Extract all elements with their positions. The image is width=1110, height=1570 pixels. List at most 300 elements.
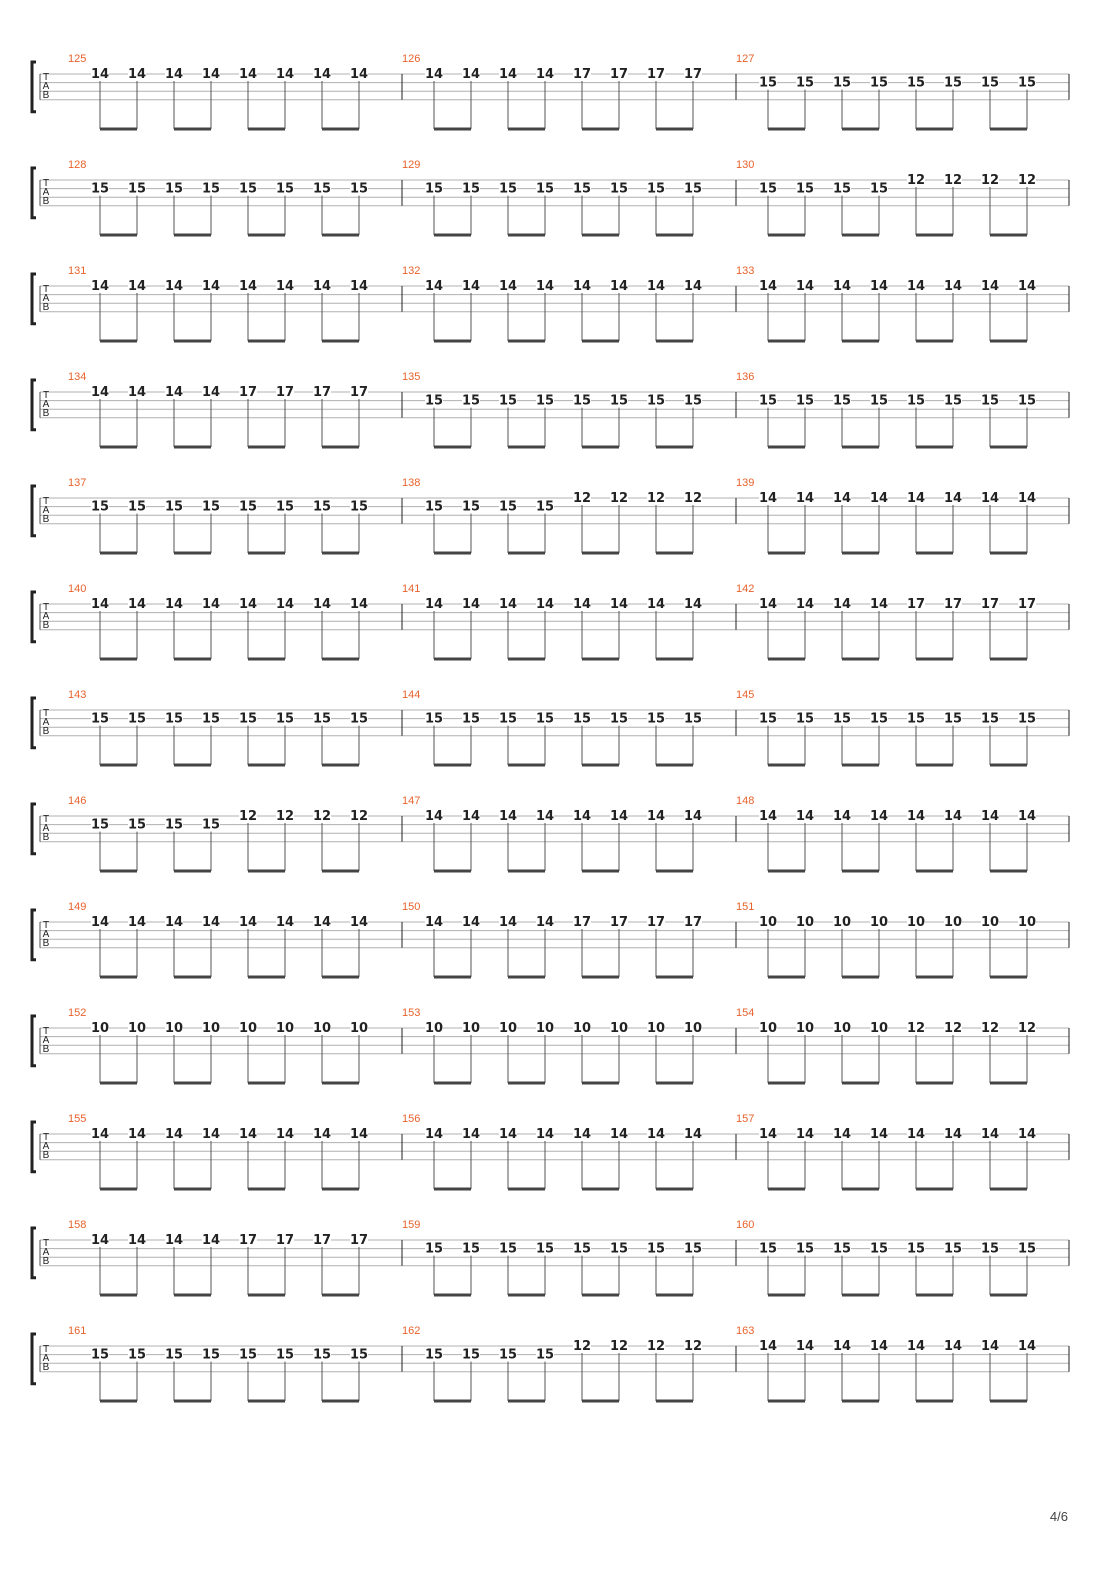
- fret-number: 14: [832, 279, 852, 294]
- fret-number: 15: [164, 499, 184, 515]
- measure-number: 154: [736, 1007, 755, 1019]
- measure-number: 138: [402, 477, 421, 489]
- fret-number: 15: [1017, 1241, 1037, 1257]
- fret-number: 10: [906, 915, 926, 930]
- fret-number: 15: [275, 499, 295, 515]
- fret-number: 15: [312, 499, 332, 515]
- tab-system: [32, 371, 1069, 447]
- measure-number: 153: [402, 1007, 421, 1019]
- fret-number: 15: [609, 1241, 629, 1257]
- measure-number: 142: [736, 583, 755, 595]
- fret-number: 14: [609, 597, 629, 612]
- fret-number: 10: [646, 1021, 666, 1036]
- fret-number: 15: [943, 393, 963, 409]
- fret-number: 14: [498, 809, 518, 824]
- tab-system: [32, 1007, 1069, 1083]
- fret-number: 12: [1017, 173, 1037, 188]
- fret-number: 14: [498, 597, 518, 612]
- fret-number: 15: [90, 711, 110, 727]
- fret-number: 14: [646, 597, 666, 612]
- fret-number: 15: [795, 1241, 815, 1257]
- fret-number: 15: [869, 393, 889, 409]
- measure-number: 160: [736, 1219, 755, 1231]
- fret-number: 15: [832, 711, 852, 727]
- fret-number: 15: [758, 393, 778, 409]
- fret-number: 12: [238, 809, 258, 824]
- fret-number: 15: [127, 1347, 147, 1363]
- fret-number: 14: [869, 1339, 889, 1354]
- tab-system: [32, 159, 1069, 235]
- fret-number: 14: [275, 597, 295, 612]
- tab-clef-letter: T: [42, 1132, 50, 1143]
- tab-clef-letter: A: [42, 611, 50, 622]
- fret-number: 10: [461, 1021, 481, 1036]
- fret-number: 14: [349, 915, 369, 930]
- fret-number: 15: [795, 393, 815, 409]
- tab-clef-letter: A: [42, 1353, 50, 1364]
- measure-number: 125: [68, 53, 87, 65]
- fret-number: 17: [349, 385, 369, 400]
- fret-number: 14: [758, 597, 778, 612]
- tab-clef-letter: B: [42, 1362, 50, 1373]
- fret-number: 14: [90, 1233, 110, 1248]
- fret-number: 14: [943, 1339, 963, 1354]
- fret-number: 15: [906, 711, 926, 727]
- fret-number: 14: [349, 1127, 369, 1142]
- fret-number: 14: [90, 915, 110, 930]
- fret-number: 14: [832, 491, 852, 506]
- fret-number: 14: [164, 67, 184, 82]
- fret-number: 15: [461, 711, 481, 727]
- fret-number: 14: [498, 1127, 518, 1142]
- system-bracket: [32, 910, 36, 960]
- tab-clef-letter: T: [42, 1026, 50, 1037]
- fret-number: 10: [127, 1021, 147, 1036]
- measure-number: 163: [736, 1325, 755, 1337]
- fret-number: 14: [906, 279, 926, 294]
- fret-number: 17: [980, 597, 1000, 612]
- fret-number: 14: [498, 915, 518, 930]
- fret-number: 10: [832, 1021, 852, 1036]
- fret-number: 15: [758, 711, 778, 727]
- fret-number: 10: [758, 915, 778, 930]
- fret-number: 12: [943, 173, 963, 188]
- fret-number: 15: [201, 1347, 221, 1363]
- fret-number: 17: [943, 597, 963, 612]
- fret-number: 15: [906, 393, 926, 409]
- fret-number: 14: [906, 1127, 926, 1142]
- fret-number: 15: [609, 393, 629, 409]
- tab-clef-letter: B: [42, 1044, 50, 1055]
- fret-number: 12: [1017, 1021, 1037, 1036]
- fret-number: 15: [164, 817, 184, 833]
- fret-number: 15: [609, 181, 629, 197]
- fret-number: 14: [164, 385, 184, 400]
- fret-number: 14: [90, 67, 110, 82]
- fret-number: 17: [646, 67, 666, 82]
- system-bracket: [32, 1228, 36, 1278]
- fret-number: 14: [1017, 279, 1037, 294]
- fret-number: 14: [795, 279, 815, 294]
- measure-number: 137: [68, 477, 87, 489]
- fret-number: 15: [461, 1347, 481, 1363]
- fret-number: 10: [238, 1021, 258, 1036]
- fret-number: 14: [832, 597, 852, 612]
- tab-clef-letter: T: [42, 72, 50, 83]
- fret-number: 14: [535, 597, 555, 612]
- fret-number: 17: [906, 597, 926, 612]
- fret-number: 10: [164, 1021, 184, 1036]
- fret-number: 15: [90, 181, 110, 197]
- fret-number: 14: [424, 809, 444, 824]
- fret-number: 14: [275, 67, 295, 82]
- tab-clef-letter: B: [42, 832, 50, 843]
- fret-number: 14: [795, 597, 815, 612]
- fret-number: 12: [609, 1339, 629, 1354]
- fret-number: 15: [127, 181, 147, 197]
- fret-number: 10: [869, 915, 889, 930]
- fret-number: 14: [1017, 1339, 1037, 1354]
- fret-number: 12: [683, 1339, 703, 1354]
- tab-clef-letter: T: [42, 1344, 50, 1355]
- measure-number: 127: [736, 53, 755, 65]
- measure-number: 145: [736, 689, 755, 701]
- fret-number: 10: [1017, 915, 1037, 930]
- fret-number: 15: [461, 181, 481, 197]
- measure-number: 129: [402, 159, 421, 171]
- fret-number: 14: [461, 279, 481, 294]
- fret-number: 17: [609, 67, 629, 82]
- fret-number: 14: [980, 279, 1000, 294]
- fret-number: 12: [683, 491, 703, 506]
- fret-number: 17: [683, 67, 703, 82]
- fret-number: 10: [312, 1021, 332, 1036]
- fret-number: 15: [90, 817, 110, 833]
- fret-number: 14: [424, 915, 444, 930]
- fret-number: 17: [275, 1233, 295, 1248]
- fret-number: 14: [869, 491, 889, 506]
- fret-number: 14: [164, 915, 184, 930]
- system-bracket: [32, 1334, 36, 1384]
- fret-number: 14: [906, 491, 926, 506]
- tab-system: [32, 53, 1069, 129]
- fret-number: 15: [349, 1347, 369, 1363]
- fret-number: 15: [646, 393, 666, 409]
- tab-clef-letter: B: [42, 726, 50, 737]
- measure-number: 144: [402, 689, 421, 701]
- fret-number: 15: [869, 1241, 889, 1257]
- measure-number: 150: [402, 901, 421, 913]
- fret-number: 14: [683, 809, 703, 824]
- tab-clef-letter: T: [42, 814, 50, 825]
- fret-number: 14: [424, 279, 444, 294]
- fret-number: 15: [646, 711, 666, 727]
- fret-number: 14: [238, 915, 258, 930]
- fret-number: 15: [461, 393, 481, 409]
- fret-number: 14: [1017, 1127, 1037, 1142]
- measure-number: 155: [68, 1113, 87, 1125]
- fret-number: 14: [832, 809, 852, 824]
- fret-number: 14: [312, 67, 332, 82]
- fret-number: 17: [238, 1233, 258, 1248]
- fret-number: 14: [164, 597, 184, 612]
- measure-number: 148: [736, 795, 755, 807]
- fret-number: 15: [832, 181, 852, 197]
- fret-number: 10: [349, 1021, 369, 1036]
- fret-number: 15: [683, 393, 703, 409]
- fret-number: 14: [609, 809, 629, 824]
- fret-number: 15: [238, 1347, 258, 1363]
- measure-number: 128: [68, 159, 87, 171]
- tab-clef-letter: A: [42, 717, 50, 728]
- fret-number: 14: [127, 279, 147, 294]
- tab-clef-letter: A: [42, 399, 50, 410]
- fret-number: 15: [980, 711, 1000, 727]
- fret-number: 14: [795, 491, 815, 506]
- fret-number: 15: [646, 1241, 666, 1257]
- fret-number: 15: [349, 181, 369, 197]
- fret-number: 10: [535, 1021, 555, 1036]
- fret-number: 15: [424, 1241, 444, 1257]
- fret-number: 14: [906, 1339, 926, 1354]
- fret-number: 14: [424, 67, 444, 82]
- tab-clef-letter: B: [42, 938, 50, 949]
- fret-number: 15: [275, 181, 295, 197]
- tab-system: [32, 1219, 1069, 1295]
- fret-number: 14: [312, 597, 332, 612]
- fret-number: 15: [795, 75, 815, 91]
- fret-number: 10: [201, 1021, 221, 1036]
- fret-number: 14: [646, 1127, 666, 1142]
- fret-number: 14: [980, 1339, 1000, 1354]
- fret-number: 15: [349, 499, 369, 515]
- fret-number: 17: [349, 1233, 369, 1248]
- fret-number: 17: [572, 915, 592, 930]
- fret-number: 14: [201, 279, 221, 294]
- fret-number: 14: [572, 279, 592, 294]
- measure-number: 134: [68, 371, 87, 383]
- fret-number: 15: [312, 1347, 332, 1363]
- fret-number: 14: [275, 915, 295, 930]
- fret-number: 14: [869, 279, 889, 294]
- tab-clef-letter: B: [42, 620, 50, 631]
- fret-number: 17: [312, 1233, 332, 1248]
- fret-number: 14: [795, 1339, 815, 1354]
- fret-number: 17: [275, 385, 295, 400]
- fret-number: 15: [609, 711, 629, 727]
- fret-number: 15: [943, 75, 963, 91]
- system-bracket: [32, 592, 36, 642]
- tab-clef-letter: B: [42, 302, 50, 313]
- tab-system: [32, 1113, 1069, 1189]
- fret-number: 15: [869, 181, 889, 197]
- measure-number: 126: [402, 53, 421, 65]
- measure-number: 159: [402, 1219, 421, 1231]
- fret-number: 12: [349, 809, 369, 824]
- fret-number: 14: [461, 1127, 481, 1142]
- fret-number: 14: [461, 915, 481, 930]
- fret-number: 17: [609, 915, 629, 930]
- fret-number: 15: [646, 181, 666, 197]
- fret-number: 14: [943, 1127, 963, 1142]
- fret-number: 15: [424, 1347, 444, 1363]
- measure-number: 156: [402, 1113, 421, 1125]
- fret-number: 15: [943, 1241, 963, 1257]
- tab-clef-letter: T: [42, 1238, 50, 1249]
- tab-clef-letter: B: [42, 196, 50, 207]
- fret-number: 14: [795, 1127, 815, 1142]
- tab-clef-letter: A: [42, 929, 50, 940]
- tab-clef-letter: A: [42, 1141, 50, 1152]
- fret-number: 14: [90, 1127, 110, 1142]
- fret-number: 14: [609, 1127, 629, 1142]
- fret-number: 14: [164, 1233, 184, 1248]
- measure-number: 136: [736, 371, 755, 383]
- fret-number: 15: [906, 75, 926, 91]
- fret-number: 14: [312, 1127, 332, 1142]
- fret-number: 15: [498, 181, 518, 197]
- fret-number: 12: [646, 491, 666, 506]
- fret-number: 12: [609, 491, 629, 506]
- fret-number: 14: [127, 385, 147, 400]
- fret-number: 15: [498, 711, 518, 727]
- fret-number: 14: [461, 597, 481, 612]
- fret-number: 14: [275, 1127, 295, 1142]
- fret-number: 15: [1017, 711, 1037, 727]
- measure-number: 139: [736, 477, 755, 489]
- fret-number: 14: [758, 1127, 778, 1142]
- fret-number: 15: [906, 1241, 926, 1257]
- fret-number: 15: [535, 1241, 555, 1257]
- fret-number: 14: [201, 1233, 221, 1248]
- fret-number: 15: [535, 499, 555, 515]
- fret-number: 15: [1017, 75, 1037, 91]
- fret-number: 14: [758, 1339, 778, 1354]
- fret-number: 14: [461, 809, 481, 824]
- fret-number: 14: [349, 279, 369, 294]
- fret-number: 14: [758, 279, 778, 294]
- fret-number: 15: [275, 1347, 295, 1363]
- tab-system: [32, 901, 1069, 977]
- tab-clef-letter: T: [42, 602, 50, 613]
- fret-number: 15: [498, 393, 518, 409]
- fret-number: 15: [461, 499, 481, 515]
- fret-number: 15: [758, 1241, 778, 1257]
- tab-clef-letter: B: [42, 1150, 50, 1161]
- fret-number: 14: [164, 1127, 184, 1142]
- fret-number: 14: [498, 67, 518, 82]
- tab-clef-letter: A: [42, 505, 50, 516]
- fret-number: 15: [795, 711, 815, 727]
- fret-number: 14: [1017, 809, 1037, 824]
- measure-number: 135: [402, 371, 421, 383]
- fret-number: 15: [312, 711, 332, 727]
- tab-clef-letter: A: [42, 187, 50, 198]
- fret-number: 15: [127, 711, 147, 727]
- measure-number: 157: [736, 1113, 755, 1125]
- measure-number: 133: [736, 265, 755, 277]
- fret-number: 15: [572, 711, 592, 727]
- fret-number: 15: [683, 1241, 703, 1257]
- fret-number: 15: [572, 393, 592, 409]
- fret-number: 15: [758, 75, 778, 91]
- fret-number: 10: [832, 915, 852, 930]
- fret-number: 10: [275, 1021, 295, 1036]
- tab-clef-letter: A: [42, 293, 50, 304]
- fret-number: 10: [758, 1021, 778, 1036]
- tab-system: [32, 265, 1069, 341]
- fret-number: 15: [535, 181, 555, 197]
- measure-number: 140: [68, 583, 87, 595]
- fret-number: 15: [201, 499, 221, 515]
- tab-clef-letter: A: [42, 81, 50, 92]
- system-bracket: [32, 804, 36, 854]
- fret-number: 15: [312, 181, 332, 197]
- fret-number: 17: [572, 67, 592, 82]
- fret-number: 15: [535, 1347, 555, 1363]
- fret-number: 15: [832, 393, 852, 409]
- fret-number: 15: [424, 711, 444, 727]
- fret-number: 14: [424, 597, 444, 612]
- fret-number: 14: [461, 67, 481, 82]
- tab-clef-letter: T: [42, 178, 50, 189]
- fret-number: 12: [312, 809, 332, 824]
- measure-number: 130: [736, 159, 755, 171]
- fret-number: 15: [980, 393, 1000, 409]
- fret-number: 15: [90, 499, 110, 515]
- fret-number: 15: [498, 1347, 518, 1363]
- fret-number: 15: [424, 499, 444, 515]
- fret-number: 10: [90, 1021, 110, 1036]
- fret-number: 12: [906, 1021, 926, 1036]
- fret-number: 14: [349, 67, 369, 82]
- fret-number: 14: [90, 597, 110, 612]
- fret-number: 14: [683, 279, 703, 294]
- fret-number: 14: [572, 809, 592, 824]
- fret-number: 14: [572, 1127, 592, 1142]
- fret-number: 15: [461, 1241, 481, 1257]
- fret-number: 14: [238, 1127, 258, 1142]
- fret-number: 14: [201, 67, 221, 82]
- fret-number: 14: [646, 809, 666, 824]
- system-bracket: [32, 168, 36, 218]
- measure-number: 151: [736, 901, 755, 913]
- fret-number: 10: [869, 1021, 889, 1036]
- fret-number: 14: [980, 491, 1000, 506]
- fret-number: 14: [90, 385, 110, 400]
- tab-clef-letter: B: [42, 408, 50, 419]
- system-bracket: [32, 380, 36, 430]
- fret-number: 14: [127, 67, 147, 82]
- fret-number: 17: [238, 385, 258, 400]
- fret-number: 14: [312, 915, 332, 930]
- fret-number: 14: [869, 809, 889, 824]
- fret-number: 12: [980, 173, 1000, 188]
- fret-number: 14: [312, 279, 332, 294]
- fret-number: 14: [275, 279, 295, 294]
- fret-number: 14: [758, 809, 778, 824]
- fret-number: 15: [238, 499, 258, 515]
- fret-number: 10: [424, 1021, 444, 1036]
- measure-number: 158: [68, 1219, 87, 1231]
- fret-number: 14: [127, 1127, 147, 1142]
- fret-number: 14: [943, 491, 963, 506]
- fret-number: 14: [127, 1233, 147, 1248]
- measure-number: 141: [402, 583, 421, 595]
- measure-number: 152: [68, 1007, 87, 1019]
- measure-number: 162: [402, 1325, 421, 1337]
- fret-number: 14: [238, 279, 258, 294]
